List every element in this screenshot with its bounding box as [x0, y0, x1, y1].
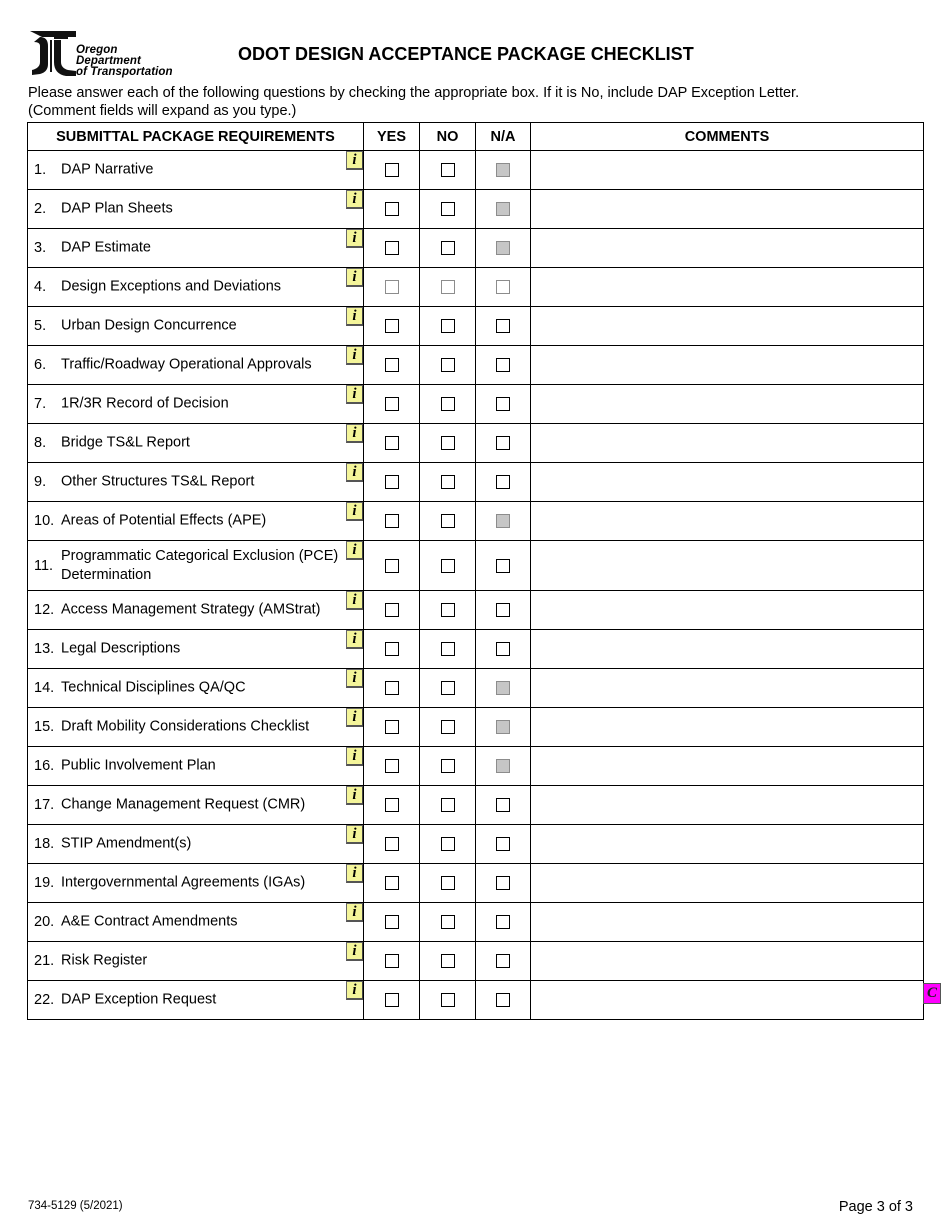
info-icon[interactable]: i: [346, 942, 363, 961]
no-checkbox[interactable]: [441, 397, 455, 411]
yes-checkbox[interactable]: [385, 280, 399, 294]
no-cell: [420, 424, 476, 463]
instruction-line-2: (Comment fields will expand as you type.): [28, 103, 297, 119]
requirement-number: 22.: [34, 992, 55, 1008]
no-checkbox[interactable]: [441, 759, 455, 773]
na-cell: [476, 151, 531, 190]
yes-checkbox[interactable]: [385, 720, 399, 734]
no-checkbox[interactable]: [441, 241, 455, 255]
table-row: [28, 825, 924, 864]
table-row: [28, 669, 924, 708]
info-icon[interactable]: i: [346, 424, 363, 443]
yes-cell: [364, 268, 420, 307]
na-checkbox[interactable]: [496, 915, 510, 929]
yes-checkbox[interactable]: [385, 993, 399, 1007]
yes-cell: [364, 630, 420, 669]
requirement-number: 11.: [34, 557, 54, 574]
requirement-cell: [28, 786, 364, 825]
table-row: [28, 424, 924, 463]
no-cell: [420, 190, 476, 229]
requirement-cell: [28, 346, 364, 385]
instructions: [28, 84, 799, 120]
yes-checkbox[interactable]: [385, 319, 399, 333]
instruction-line-1: Please answer each of the following questions by checking the appropriate box. If it is No, include DAP Exception Letter.: [28, 85, 800, 101]
requirement-number: 20.: [34, 914, 55, 930]
na-checkbox[interactable]: [496, 559, 510, 573]
requirement-label: Risk Register: [61, 952, 148, 969]
no-cell: [420, 786, 476, 825]
info-icon[interactable]: i: [346, 591, 363, 610]
requirement-label: Programmatic Categorical Exclusion (PCE) Determination: [61, 547, 339, 583]
no-cell: [420, 307, 476, 346]
logo-line-3: of Transportation: [76, 66, 173, 78]
comment-field[interactable]: [531, 786, 924, 825]
requirement-label: STIP Amendment(s): [61, 835, 192, 852]
comment-field[interactable]: [531, 307, 924, 346]
no-checkbox[interactable]: [441, 993, 455, 1007]
na-checkbox[interactable]: [496, 319, 510, 333]
na-cell: [476, 864, 531, 903]
comment-field[interactable]: [531, 424, 924, 463]
na-checkbox[interactable]: [496, 603, 510, 617]
na-checkbox: [496, 163, 510, 177]
requirement-cell: [28, 502, 364, 541]
logo-text: [76, 45, 173, 78]
na-cell: [476, 981, 531, 1020]
na-checkbox: [496, 720, 510, 734]
info-icon[interactable]: i: [346, 385, 363, 404]
yes-cell: [364, 424, 420, 463]
requirement-label: A&E Contract Amendments: [61, 913, 238, 930]
na-checkbox[interactable]: [496, 837, 510, 851]
na-cell: [476, 708, 531, 747]
table-row: [28, 151, 924, 190]
na-cell: [476, 307, 531, 346]
info-icon[interactable]: i: [346, 825, 363, 844]
yes-cell: [364, 708, 420, 747]
requirement-number: 17.: [34, 797, 55, 813]
yes-cell: [364, 942, 420, 981]
table-row: [28, 463, 924, 502]
requirement-number: 10.: [34, 513, 55, 529]
requirement-label: Traffic/Roadway Operational Approvals: [61, 356, 312, 373]
comment-field[interactable]: [531, 669, 924, 708]
table-row: [28, 708, 924, 747]
yes-checkbox[interactable]: [385, 475, 399, 489]
yes-cell: [364, 903, 420, 942]
requirement-label: Other Structures TS&L Report: [61, 473, 255, 490]
yes-checkbox[interactable]: [385, 358, 399, 372]
page-title: ODOT DESIGN ACCEPTANCE PACKAGE CHECKLIST: [238, 44, 694, 64]
info-icon[interactable]: i: [346, 903, 363, 922]
col-header-yes: YES: [364, 123, 420, 151]
na-cell: [476, 825, 531, 864]
requirement-cell: [28, 864, 364, 903]
no-cell: [420, 630, 476, 669]
yes-checkbox[interactable]: [385, 559, 399, 573]
no-checkbox[interactable]: [441, 837, 455, 851]
yes-checkbox[interactable]: [385, 603, 399, 617]
requirement-cell: [28, 708, 364, 747]
logo-line-2: Department: [76, 55, 141, 67]
comment-field[interactable]: [531, 541, 924, 591]
requirement-label: DAP Plan Sheets: [61, 200, 173, 217]
no-cell: [420, 864, 476, 903]
info-icon[interactable]: i: [346, 630, 363, 649]
no-checkbox[interactable]: [441, 514, 455, 528]
yes-cell: [364, 463, 420, 502]
requirement-number: 12.: [34, 602, 55, 618]
na-cell: [476, 268, 531, 307]
table-row: [28, 630, 924, 669]
requirement-label: Urban Design Concurrence: [61, 317, 237, 334]
requirement-number: 6.: [34, 357, 47, 373]
info-icon[interactable]: i: [346, 346, 363, 365]
no-checkbox[interactable]: [441, 475, 455, 489]
requirement-number: 7.: [34, 396, 47, 412]
requirement-number: 19.: [34, 875, 55, 891]
requirement-cell: [28, 268, 364, 307]
na-cell: [476, 942, 531, 981]
yes-checkbox[interactable]: [385, 436, 399, 450]
na-checkbox[interactable]: [496, 475, 510, 489]
comment-field[interactable]: [531, 708, 924, 747]
requirement-cell: [28, 630, 364, 669]
no-checkbox[interactable]: [441, 358, 455, 372]
no-cell: [420, 268, 476, 307]
na-checkbox[interactable]: [496, 397, 510, 411]
odot-logo-mark-icon: [28, 28, 76, 78]
na-checkbox: [496, 681, 510, 695]
requirement-label: Intergovernmental Agreements (IGAs): [61, 874, 306, 891]
na-cell: [476, 786, 531, 825]
requirement-cell: [28, 385, 364, 424]
page-number: Page 3 of 3: [838, 1199, 913, 1215]
requirement-cell: [28, 229, 364, 268]
col-header-no: NO: [420, 123, 476, 151]
na-checkbox: [496, 202, 510, 216]
form-number: 734-5129 (5/2021): [28, 1200, 123, 1212]
comment-field[interactable]: [531, 825, 924, 864]
table-row: [28, 385, 924, 424]
yes-checkbox[interactable]: [385, 681, 399, 695]
requirement-number: 3.: [34, 240, 47, 256]
na-checkbox[interactable]: [496, 876, 510, 890]
na-checkbox[interactable]: [496, 954, 510, 968]
yes-cell: [364, 825, 420, 864]
requirement-cell: [28, 747, 364, 786]
info-icon[interactable]: i: [346, 463, 363, 482]
na-cell: [476, 502, 531, 541]
requirement-label: DAP Estimate: [61, 239, 151, 256]
table-row: [28, 502, 924, 541]
table-row: [28, 981, 924, 1020]
comment-field[interactable]: [531, 190, 924, 229]
yes-cell: [364, 385, 420, 424]
requirement-label: Access Management Strategy (AMStrat): [61, 601, 321, 618]
no-cell: [420, 903, 476, 942]
no-cell: [420, 942, 476, 981]
info-icon[interactable]: i: [346, 786, 363, 805]
odot-logo: [28, 28, 193, 80]
table-row: [28, 346, 924, 385]
requirement-number: 16.: [34, 758, 55, 774]
yes-cell: [364, 151, 420, 190]
comment-field[interactable]: [531, 463, 924, 502]
no-checkbox[interactable]: [441, 280, 455, 294]
requirement-number: 14.: [34, 680, 55, 696]
info-icon[interactable]: i: [346, 981, 363, 1000]
no-checkbox[interactable]: [441, 681, 455, 695]
na-cell: [476, 903, 531, 942]
na-checkbox: [496, 514, 510, 528]
comment-field[interactable]: [531, 747, 924, 786]
requirement-label: DAP Narrative: [61, 161, 154, 178]
info-icon[interactable]: i: [346, 268, 363, 287]
yes-cell: [364, 591, 420, 630]
table-row: [28, 229, 924, 268]
no-cell: [420, 669, 476, 708]
table-row: [28, 591, 924, 630]
yes-checkbox[interactable]: [385, 163, 399, 177]
yes-cell: [364, 502, 420, 541]
no-cell: [420, 981, 476, 1020]
no-cell: [420, 502, 476, 541]
na-cell: [476, 229, 531, 268]
no-checkbox[interactable]: [441, 319, 455, 333]
yes-checkbox[interactable]: [385, 642, 399, 656]
col-header-requirements: SUBMITTAL PACKAGE REQUIREMENTS: [28, 123, 364, 151]
requirement-cell: [28, 463, 364, 502]
no-checkbox[interactable]: [441, 559, 455, 573]
comment-field[interactable]: [531, 385, 924, 424]
comment-field[interactable]: [531, 502, 924, 541]
yes-cell: [364, 747, 420, 786]
comment-field[interactable]: [531, 630, 924, 669]
comment-marker-icon[interactable]: C: [923, 983, 941, 1004]
no-cell: [420, 825, 476, 864]
requirement-label: Technical Disciplines QA/QC: [61, 679, 246, 696]
yes-checkbox[interactable]: [385, 759, 399, 773]
requirement-number: 18.: [34, 836, 55, 852]
yes-cell: [364, 346, 420, 385]
yes-checkbox[interactable]: [385, 798, 399, 812]
comment-field[interactable]: [531, 981, 924, 1020]
no-cell: [420, 229, 476, 268]
requirement-cell: [28, 541, 364, 591]
na-checkbox[interactable]: [496, 436, 510, 450]
comment-field[interactable]: [531, 346, 924, 385]
na-cell: [476, 591, 531, 630]
no-cell: [420, 463, 476, 502]
table-row: [28, 541, 924, 591]
comment-field[interactable]: [531, 591, 924, 630]
requirement-number: 8.: [34, 435, 47, 451]
requirement-number: 1.: [34, 162, 47, 178]
col-header-comments: COMMENTS: [531, 123, 924, 151]
info-icon[interactable]: i: [346, 190, 363, 209]
requirement-cell: [28, 591, 364, 630]
requirement-number: 5.: [34, 318, 47, 334]
requirement-cell: [28, 981, 364, 1020]
info-icon[interactable]: i: [346, 541, 363, 560]
requirement-number: 9.: [34, 474, 47, 490]
requirement-label: 1R/3R Record of Decision: [61, 395, 229, 412]
yes-cell: [364, 307, 420, 346]
info-icon[interactable]: i: [346, 864, 363, 883]
yes-checkbox[interactable]: [385, 837, 399, 851]
na-cell: [476, 630, 531, 669]
requirement-label: Areas of Potential Effects (APE): [61, 512, 267, 529]
requirement-label: DAP Exception Request: [61, 991, 217, 1008]
na-checkbox[interactable]: [496, 358, 510, 372]
requirement-cell: [28, 825, 364, 864]
yes-checkbox[interactable]: [385, 915, 399, 929]
yes-cell: [364, 541, 420, 591]
yes-checkbox[interactable]: [385, 202, 399, 216]
no-checkbox[interactable]: [441, 202, 455, 216]
na-checkbox[interactable]: [496, 798, 510, 812]
requirement-cell: [28, 424, 364, 463]
no-checkbox[interactable]: [441, 163, 455, 177]
na-cell: [476, 747, 531, 786]
comment-field[interactable]: [531, 942, 924, 981]
na-cell: [476, 424, 531, 463]
requirement-number: 15.: [34, 719, 55, 735]
requirement-label: Draft Mobility Considerations Checklist: [61, 718, 310, 735]
table-row: [28, 747, 924, 786]
requirement-label: Design Exceptions and Deviations: [61, 278, 282, 295]
yes-cell: [364, 981, 420, 1020]
na-cell: [476, 190, 531, 229]
requirement-label: Change Management Request (CMR): [61, 796, 306, 813]
na-cell: [476, 463, 531, 502]
requirement-cell: [28, 942, 364, 981]
no-cell: [420, 346, 476, 385]
table-row: [28, 190, 924, 229]
na-checkbox: [496, 241, 510, 255]
yes-checkbox[interactable]: [385, 241, 399, 255]
table-row: [28, 786, 924, 825]
no-cell: [420, 591, 476, 630]
na-cell: [476, 541, 531, 591]
table-row: [28, 903, 924, 942]
yes-checkbox[interactable]: [385, 876, 399, 890]
comment-field[interactable]: [531, 151, 924, 190]
info-icon[interactable]: i: [346, 151, 363, 170]
info-icon[interactable]: i: [346, 229, 363, 248]
requirement-cell: [28, 903, 364, 942]
col-header-na: N/A: [476, 123, 531, 151]
comment-field[interactable]: [531, 903, 924, 942]
no-checkbox[interactable]: [441, 436, 455, 450]
na-checkbox[interactable]: [496, 280, 510, 294]
no-checkbox[interactable]: [441, 915, 455, 929]
yes-cell: [364, 669, 420, 708]
requirement-number: 13.: [34, 641, 55, 657]
table-row: [28, 942, 924, 981]
no-checkbox[interactable]: [441, 876, 455, 890]
na-cell: [476, 346, 531, 385]
comment-field[interactable]: [531, 864, 924, 903]
no-checkbox[interactable]: [441, 603, 455, 617]
yes-checkbox[interactable]: [385, 397, 399, 411]
no-checkbox[interactable]: [441, 720, 455, 734]
info-icon[interactable]: i: [346, 669, 363, 688]
comment-field[interactable]: [531, 268, 924, 307]
table-row: [28, 268, 924, 307]
table-row: [28, 864, 924, 903]
requirement-number: 21.: [34, 953, 55, 969]
na-checkbox[interactable]: [496, 642, 510, 656]
requirement-label: Public Involvement Plan: [61, 757, 216, 774]
no-checkbox[interactable]: [441, 642, 455, 656]
no-checkbox[interactable]: [441, 798, 455, 812]
yes-cell: [364, 190, 420, 229]
requirement-cell: [28, 151, 364, 190]
no-cell: [420, 747, 476, 786]
requirement-label: Bridge TS&L Report: [61, 434, 190, 451]
info-icon[interactable]: i: [346, 708, 363, 727]
yes-cell: [364, 229, 420, 268]
yes-cell: [364, 786, 420, 825]
requirement-number: 4.: [34, 279, 47, 295]
no-cell: [420, 151, 476, 190]
na-cell: [476, 385, 531, 424]
requirement-cell: [28, 307, 364, 346]
na-checkbox: [496, 759, 510, 773]
checklist-table: [27, 122, 924, 1020]
info-icon[interactable]: i: [346, 502, 363, 521]
requirement-cell: [28, 190, 364, 229]
info-icon[interactable]: i: [346, 747, 363, 766]
yes-checkbox[interactable]: [385, 954, 399, 968]
no-cell: [420, 708, 476, 747]
table-row: [28, 307, 924, 346]
logo-line-1: Oregon: [76, 44, 118, 56]
yes-cell: [364, 864, 420, 903]
requirement-number: 2.: [34, 201, 47, 217]
na-cell: [476, 669, 531, 708]
no-cell: [420, 385, 476, 424]
yes-checkbox[interactable]: [385, 514, 399, 528]
no-cell: [420, 541, 476, 591]
table-header-row: [28, 123, 924, 151]
comment-field[interactable]: [531, 229, 924, 268]
requirement-label: Legal Descriptions: [61, 640, 181, 657]
no-checkbox[interactable]: [441, 954, 455, 968]
info-icon[interactable]: i: [346, 307, 363, 326]
na-checkbox[interactable]: [496, 993, 510, 1007]
requirement-cell: [28, 669, 364, 708]
